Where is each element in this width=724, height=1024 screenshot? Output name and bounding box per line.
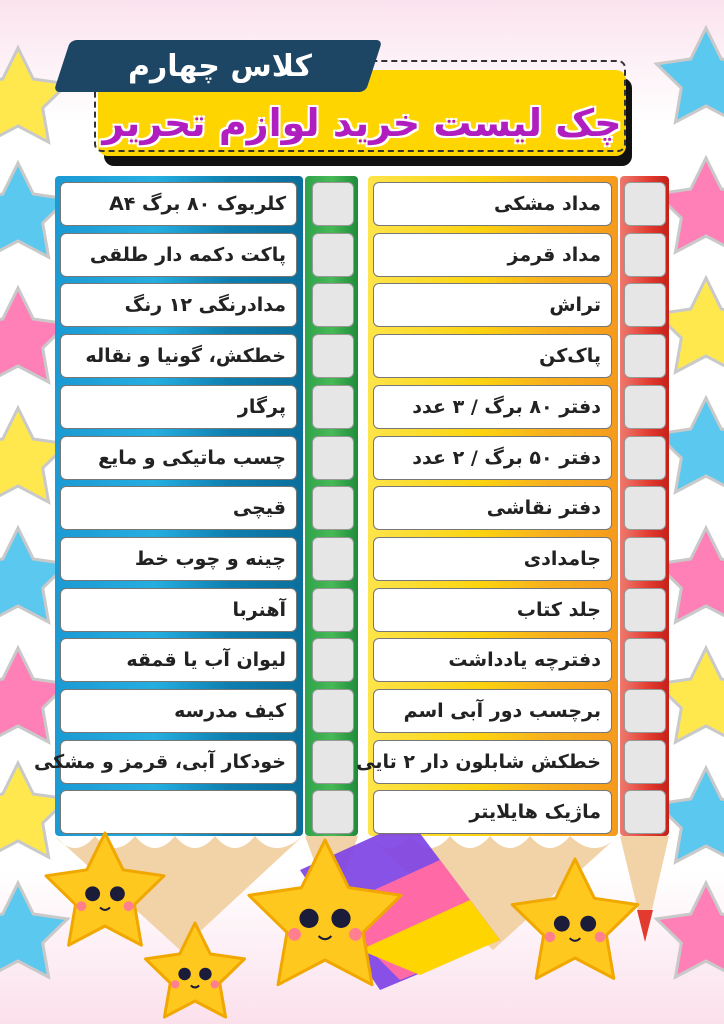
left-list-item-checkbox[interactable] bbox=[312, 283, 354, 327]
red-pencil-lead bbox=[637, 910, 653, 942]
left-list-item-label: لیوان آب یا قمقه bbox=[60, 638, 297, 682]
right-list-item-checkbox[interactable] bbox=[624, 486, 666, 530]
right-list-item-checkbox[interactable] bbox=[624, 790, 666, 834]
right-list-item-label: جامدادی bbox=[373, 537, 612, 581]
left-list-item-checkbox[interactable] bbox=[312, 436, 354, 480]
right-list-item-checkbox[interactable] bbox=[624, 537, 666, 581]
right-list-item-label: برچسب دور آبی اسم bbox=[373, 689, 612, 733]
right-list-item-checkbox[interactable] bbox=[624, 283, 666, 327]
left-list-item-label: کیف مدرسه bbox=[60, 689, 297, 733]
left-list-item-label: آهنربا bbox=[60, 588, 297, 632]
left-list-item-label: مدادرنگی ۱۲ رنگ bbox=[60, 283, 297, 327]
left-list-item-checkbox[interactable] bbox=[312, 182, 354, 226]
right-list-item-label: خطکش شابلون دار ۲ تایی bbox=[373, 740, 612, 784]
left-list-item-checkbox[interactable] bbox=[312, 537, 354, 581]
right-list-item-label: دفتر ۵۰ برگ / ۲ عدد bbox=[373, 436, 612, 480]
left-list-item-checkbox[interactable] bbox=[312, 334, 354, 378]
left-list-item-label: خودکار آبی، قرمز و مشکی bbox=[60, 740, 297, 784]
left-list-item-checkbox[interactable] bbox=[312, 486, 354, 530]
left-list-item-checkbox[interactable] bbox=[312, 385, 354, 429]
right-list-item-checkbox[interactable] bbox=[624, 233, 666, 277]
page-title: چک لیست خرید لوازم تحریر bbox=[102, 101, 622, 145]
left-list-item-label: خطکش، گونیا و نقاله bbox=[60, 334, 297, 378]
right-list-item-label: ماژیک هایلایتر bbox=[373, 790, 612, 834]
right-list-item-checkbox[interactable] bbox=[624, 182, 666, 226]
pencil-tips bbox=[0, 830, 724, 1024]
left-list-item-label: پرگار bbox=[60, 385, 297, 429]
right-list-item-checkbox[interactable] bbox=[624, 638, 666, 682]
left-list-item-checkbox[interactable] bbox=[312, 740, 354, 784]
right-list-item-label: دفتر ۸۰ برگ / ۳ عدد bbox=[373, 385, 612, 429]
right-list-item-checkbox[interactable] bbox=[624, 334, 666, 378]
left-list-item-label: قیچی bbox=[60, 486, 297, 530]
left-list-item-label: کلربوک ۸۰ برگ A۴ bbox=[60, 182, 297, 226]
left-list-item-label bbox=[60, 790, 297, 834]
grade-label: کلاس چهارم bbox=[127, 49, 312, 84]
right-list-item-label: تراش bbox=[373, 283, 612, 327]
left-list-item-label: پاکت دکمه دار طلقی bbox=[60, 233, 297, 277]
right-list-item-label: دفترچه یادداشت bbox=[373, 638, 612, 682]
right-list-item-checkbox[interactable] bbox=[624, 436, 666, 480]
right-list-item-label: مداد قرمز bbox=[373, 233, 612, 277]
right-list-item-checkbox[interactable] bbox=[624, 588, 666, 632]
left-list-item-checkbox[interactable] bbox=[312, 588, 354, 632]
blue-pencil-tip bbox=[55, 836, 303, 950]
right-list-item-label: پاک‌کن bbox=[373, 334, 612, 378]
right-list-item-checkbox[interactable] bbox=[624, 740, 666, 784]
right-list-item-checkbox[interactable] bbox=[624, 689, 666, 733]
left-list-item-checkbox[interactable] bbox=[312, 233, 354, 277]
star-icon bbox=[0, 48, 68, 142]
right-list-item-checkbox[interactable] bbox=[624, 385, 666, 429]
left-list-item-checkbox[interactable] bbox=[312, 790, 354, 834]
right-list-item-label: مداد مشکی bbox=[373, 182, 612, 226]
left-list-item-label: چینه و چوب خط bbox=[60, 537, 297, 581]
right-list-item-label: جلد کتاب bbox=[373, 588, 612, 632]
right-list-item-label: دفتر نقاشی bbox=[373, 486, 612, 530]
left-list-item-checkbox[interactable] bbox=[312, 689, 354, 733]
left-list-item-label: چسب ماتیکی و مایع bbox=[60, 436, 297, 480]
left-list-item-checkbox[interactable] bbox=[312, 638, 354, 682]
star-icon bbox=[657, 28, 724, 122]
